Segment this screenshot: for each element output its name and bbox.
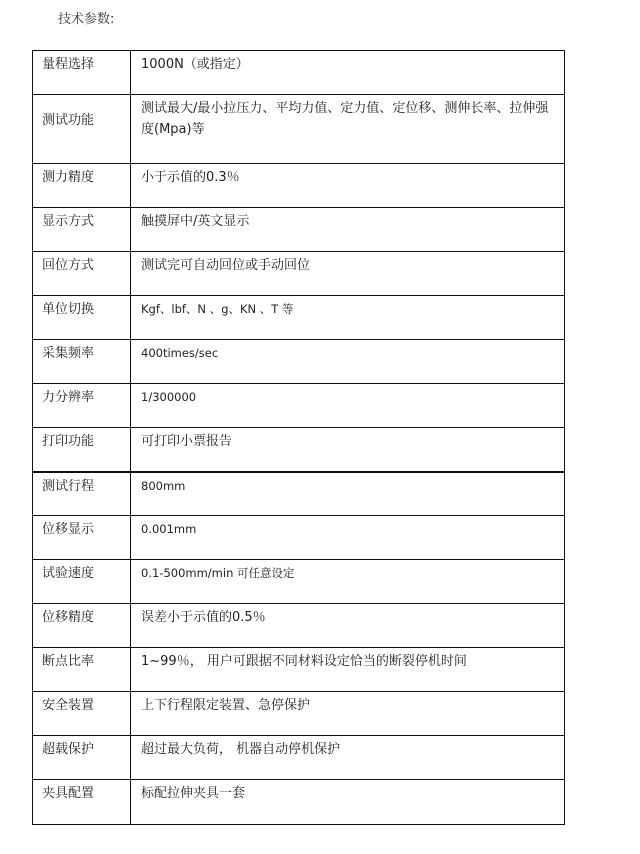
spec-value: 测试完可自动回位或手动回位 — [131, 252, 565, 296]
table-row — [33, 384, 565, 428]
table-row — [33, 780, 565, 825]
spec-value: 超过最大负荷， 机器自动停机保护 — [131, 736, 565, 780]
table-row — [33, 252, 565, 296]
spec-value: 1~99％， 用户可跟据不同材料设定恰当的断裂停机时间 — [131, 648, 565, 692]
table-row — [33, 472, 565, 516]
spec-label: 打印功能 — [33, 428, 131, 472]
spec-value: 上下行程限定装置、急停保护 — [131, 692, 565, 736]
table-row — [33, 340, 565, 384]
spec-label: 断点比率 — [33, 648, 131, 692]
table-row — [33, 164, 565, 208]
spec-value: 误差小于示值的0.5％ — [131, 604, 565, 648]
spec-label: 位移精度 — [33, 604, 131, 648]
table-row — [33, 692, 565, 736]
spec-value: 1000N（或指定） — [131, 51, 565, 95]
spec-label: 试验速度 — [33, 560, 131, 604]
spec-label: 夹具配置 — [33, 780, 131, 825]
table-row — [33, 296, 565, 340]
spec-label: 量程选择 — [33, 51, 131, 95]
spec-value: 400times/sec — [131, 340, 565, 384]
spec-label: 超载保护 — [33, 736, 131, 780]
table-row — [33, 428, 565, 472]
spec-table — [32, 50, 565, 825]
spec-label: 安全装置 — [33, 692, 131, 736]
spec-value: 800mm — [131, 472, 565, 516]
spec-label: 显示方式 — [33, 208, 131, 252]
spec-value: Kgf、lbf、N 、g、KN 、T 等 — [131, 296, 565, 340]
spec-label: 测力精度 — [33, 164, 131, 208]
spec-value: 0.1-500mm/min 可任意设定 — [131, 560, 565, 604]
spec-value: 测试最大/最小拉压力、平均力值、定力值、定位移、测伸长率、拉伸强度(Mpa)等 — [131, 95, 565, 164]
spec-label: 测试功能 — [33, 95, 131, 164]
spec-value: 0.001mm — [131, 516, 565, 560]
table-row — [33, 51, 565, 95]
table-row — [33, 604, 565, 648]
table-row — [33, 516, 565, 560]
spec-label: 回位方式 — [33, 252, 131, 296]
spec-label: 位移显示 — [33, 516, 131, 560]
table-row — [33, 648, 565, 692]
table-row — [33, 95, 565, 164]
spec-value: 可打印小票报告 — [131, 428, 565, 472]
spec-label: 测试行程 — [33, 472, 131, 516]
table-row — [33, 560, 565, 604]
spec-label: 力分辨率 — [33, 384, 131, 428]
spec-label: 单位切换 — [33, 296, 131, 340]
spec-value: 小于示值的0.3％ — [131, 164, 565, 208]
spec-value: 触摸屏中/英文显示 — [131, 208, 565, 252]
spec-label: 采集频率 — [33, 340, 131, 384]
page-heading: 技术参数: — [58, 12, 115, 27]
spec-value: 标配拉伸夹具一套 — [131, 780, 565, 825]
table-row — [33, 736, 565, 780]
spec-value: 1/300000 — [131, 384, 565, 428]
table-row — [33, 208, 565, 252]
